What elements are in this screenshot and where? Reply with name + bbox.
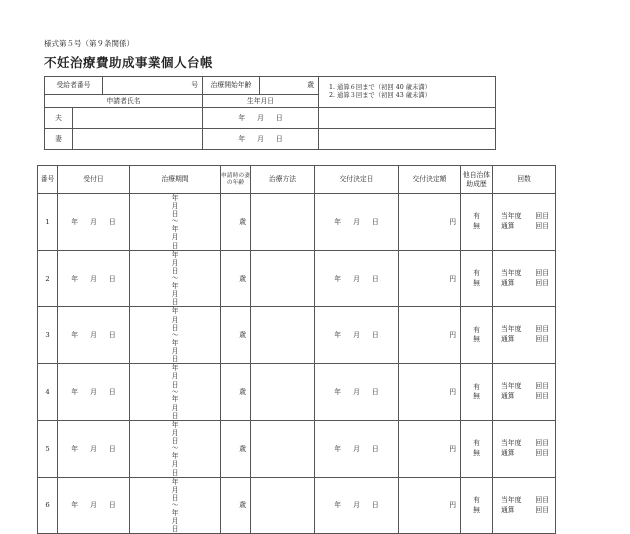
this-year-label: 当年度 [501, 438, 522, 447]
treatment-method-field[interactable] [251, 307, 315, 364]
header-method: 治療方法 [251, 166, 315, 194]
sai-unit: 歳 [239, 501, 246, 510]
header-wife-age: 申請時の妻の年齢 [221, 166, 251, 194]
recipient-no-label: 受給者番号 [45, 77, 103, 95]
total-label: 通算 [501, 392, 515, 401]
wife-label: 妻 [45, 129, 73, 150]
tilde-separator: ～ [171, 217, 179, 226]
no-option[interactable]: 無 [473, 505, 480, 514]
husband-birth-field[interactable] [203, 108, 319, 129]
treatment-method-field[interactable] [251, 477, 315, 534]
year-label: 年 [171, 395, 179, 404]
row-number: 4 [38, 364, 58, 421]
month-label: 月 [171, 485, 179, 494]
wife-name-field[interactable] [73, 129, 203, 150]
year-label: 年 [171, 282, 179, 290]
received-date-field[interactable] [58, 194, 130, 251]
header-count: 回数 [493, 166, 556, 194]
age-label: 治療開始年齢 [203, 77, 260, 95]
day-label: 日 [171, 525, 179, 534]
husband-address-field[interactable] [319, 108, 496, 129]
day-label: 日 [275, 134, 283, 143]
age-field[interactable] [260, 77, 319, 95]
wife-age-field[interactable] [221, 420, 251, 477]
day-label: 日 [275, 113, 283, 122]
this-year-label: 当年度 [501, 325, 522, 334]
count-field[interactable] [493, 307, 556, 364]
tilde-separator: ～ [171, 444, 179, 453]
month-label: 月 [353, 274, 360, 283]
day-label: 日 [171, 323, 179, 332]
wife-birth-field[interactable] [203, 129, 319, 150]
year-label: 年 [171, 477, 179, 486]
kai-unit: 回目 [535, 448, 549, 457]
month-label: 月 [353, 331, 360, 340]
year-label: 年 [71, 331, 79, 340]
amount-field[interactable] [399, 307, 461, 364]
month-label: 月 [171, 460, 179, 469]
year-label: 年 [334, 387, 342, 396]
day-label: 日 [371, 387, 379, 396]
month-label: 月 [257, 134, 264, 143]
yes-option[interactable]: 有 [473, 212, 480, 221]
husband-label: 夫 [45, 108, 73, 129]
day-label: 日 [108, 217, 116, 226]
year-label: 年 [171, 508, 179, 517]
tilde-separator: ～ [171, 387, 179, 396]
day-label: 日 [371, 217, 379, 226]
yen-unit: 円 [449, 217, 456, 226]
day-label: 日 [171, 411, 179, 420]
yes-option[interactable]: 有 [473, 439, 480, 448]
wife-address-field[interactable] [319, 129, 496, 150]
year-label: 年 [71, 387, 79, 396]
sai-unit: 歳 [239, 274, 246, 283]
year-label: 年 [334, 444, 342, 453]
year-label: 年 [334, 501, 342, 510]
decided-date-field[interactable] [315, 194, 399, 251]
decided-date-field[interactable] [315, 477, 399, 534]
month-label: 月 [90, 331, 97, 340]
received-date-field[interactable] [58, 307, 130, 364]
age-conditions [319, 77, 496, 108]
day-label: 日 [171, 437, 179, 446]
month-label: 月 [171, 258, 179, 267]
kai-unit: 回目 [535, 325, 549, 334]
wife-age-field[interactable] [221, 307, 251, 364]
treatment-method-field[interactable] [251, 364, 315, 421]
treatment-period-field[interactable] [130, 194, 221, 251]
year-label: 年 [171, 420, 179, 429]
this-year-label: 当年度 [501, 268, 522, 277]
condition-2: 2. 通算３回まで（初回 43 歳未満） [329, 92, 431, 99]
month-label: 月 [171, 346, 179, 355]
month-label: 月 [90, 501, 97, 510]
treatment-table [37, 165, 556, 534]
header-no: 番号 [38, 166, 58, 194]
kai-unit: 回目 [535, 438, 549, 447]
header-other-grants: 他自治体助成歴 [461, 166, 493, 194]
count-field[interactable] [493, 250, 556, 307]
wife-age-field[interactable] [221, 194, 251, 251]
table-row [38, 420, 556, 477]
no-option[interactable]: 無 [473, 448, 480, 457]
other-grant-choice[interactable] [461, 194, 493, 251]
yes-option[interactable]: 有 [473, 325, 480, 334]
month-label: 月 [171, 290, 179, 299]
day-label: 日 [371, 331, 379, 340]
day-label: 日 [108, 501, 116, 510]
year-label: 年 [71, 444, 79, 453]
day-label: 日 [108, 274, 116, 283]
other-grant-choice[interactable] [461, 477, 493, 534]
day-label: 日 [171, 468, 179, 477]
recipient-no-field[interactable] [103, 77, 203, 95]
table-row [38, 477, 556, 534]
total-label: 通算 [501, 505, 515, 514]
year-label: 年 [171, 307, 179, 316]
this-year-label: 当年度 [501, 212, 522, 221]
kai-unit: 回目 [535, 505, 549, 514]
decided-date-field[interactable] [315, 307, 399, 364]
treatment-period-field[interactable] [130, 477, 221, 534]
tilde-separator: ～ [171, 330, 179, 339]
year-label: 年 [171, 250, 179, 259]
day-label: 日 [171, 380, 179, 389]
yes-option[interactable]: 有 [473, 496, 480, 505]
year-label: 年 [171, 364, 179, 373]
year-label: 年 [334, 331, 342, 340]
other-grant-choice[interactable] [461, 307, 493, 364]
year-label: 年 [334, 274, 342, 283]
year-label: 年 [171, 225, 179, 234]
no-option[interactable]: 無 [473, 221, 480, 230]
table-row [38, 364, 556, 421]
year-label: 年 [334, 217, 342, 226]
amount-field[interactable] [399, 250, 461, 307]
yen-unit: 円 [449, 331, 456, 340]
condition-1: 1. 通算６回まで（初回 40 歳未満） [329, 83, 431, 91]
year-label: 年 [71, 501, 79, 510]
table-row [38, 250, 556, 307]
header-period: 治療期間 [130, 166, 221, 194]
yes-option[interactable]: 有 [473, 382, 480, 391]
table-row [38, 307, 556, 364]
other-grant-choice[interactable] [461, 420, 493, 477]
day-label: 日 [171, 210, 179, 219]
other-grant-choice[interactable] [461, 364, 493, 421]
yen-unit: 円 [449, 387, 456, 396]
day-label: 日 [171, 298, 179, 307]
count-field[interactable] [493, 477, 556, 534]
wife-age-field[interactable] [221, 364, 251, 421]
month-label: 月 [171, 315, 179, 324]
husband-name-field[interactable] [73, 108, 203, 129]
no-option[interactable]: 無 [473, 278, 480, 287]
kai-unit: 回目 [535, 382, 549, 391]
treatment-method-field[interactable] [251, 194, 315, 251]
kai-unit: 回目 [535, 392, 549, 401]
month-label: 月 [171, 403, 179, 412]
yen-unit: 円 [449, 501, 456, 510]
month-label: 月 [171, 202, 179, 211]
received-date-field[interactable] [58, 250, 130, 307]
count-field[interactable] [493, 194, 556, 251]
header-decided-date: 交付決定日 [315, 166, 399, 194]
row-number: 5 [38, 420, 58, 477]
kai-unit: 回目 [535, 221, 549, 230]
day-label: 日 [171, 493, 179, 502]
month-label: 月 [171, 233, 179, 242]
total-label: 通算 [501, 335, 515, 344]
total-label: 通算 [501, 448, 515, 457]
no-option[interactable]: 無 [473, 335, 480, 344]
yen-unit: 円 [449, 444, 456, 453]
day-label: 日 [371, 444, 379, 453]
kai-unit: 回目 [535, 268, 549, 277]
no-option[interactable]: 無 [473, 392, 480, 401]
go-unit: 号 [191, 81, 199, 90]
yen-unit: 円 [449, 274, 456, 283]
decided-date-field[interactable] [315, 364, 399, 421]
wife-age-field[interactable] [221, 250, 251, 307]
kai-unit: 回目 [535, 212, 549, 221]
treatment-period-field[interactable] [130, 250, 221, 307]
treatment-period-field[interactable] [130, 364, 221, 421]
decided-date-field[interactable] [315, 420, 399, 477]
header-received: 受付日 [58, 166, 130, 194]
received-date-field[interactable] [58, 477, 130, 534]
year-label: 年 [171, 452, 179, 461]
year-label: 年 [71, 274, 79, 283]
day-label: 日 [171, 355, 179, 364]
amount-field[interactable] [399, 194, 461, 251]
year-label: 年 [238, 113, 246, 122]
month-label: 月 [257, 113, 264, 122]
row-number: 2 [38, 250, 58, 307]
kai-unit: 回目 [535, 278, 549, 287]
month-label: 月 [171, 517, 179, 526]
day-label: 日 [108, 444, 116, 453]
day-label: 日 [171, 241, 179, 250]
this-year-label: 当年度 [501, 382, 522, 391]
yes-option[interactable]: 有 [473, 269, 480, 278]
applicant-table [44, 76, 496, 150]
row-number: 1 [38, 194, 58, 251]
tilde-separator: ～ [171, 501, 179, 510]
page-title: 不妊治療費助成事業個人台帳 [44, 55, 214, 70]
row-number: 6 [38, 477, 58, 534]
received-date-field[interactable] [58, 420, 130, 477]
birth-date-label: 生年月日 [203, 95, 319, 108]
amount-field[interactable] [399, 420, 461, 477]
amount-field[interactable] [399, 364, 461, 421]
treatment-method-field[interactable] [251, 420, 315, 477]
day-label: 日 [171, 267, 179, 276]
day-label: 日 [371, 274, 379, 283]
table-row [38, 194, 556, 251]
treatment-period-field[interactable] [130, 307, 221, 364]
form-number: 様式第５号（第９条関係） [44, 39, 134, 48]
applicant-name-label: 申請者氏名 [45, 95, 203, 108]
month-label: 月 [171, 429, 179, 438]
month-label: 月 [90, 274, 97, 283]
treatment-period-field[interactable] [130, 420, 221, 477]
day-label: 日 [108, 331, 116, 340]
year-label: 年 [71, 217, 79, 226]
day-label: 日 [371, 501, 379, 510]
month-label: 月 [90, 217, 97, 226]
sai-unit: 歳 [307, 81, 315, 90]
kai-unit: 回目 [535, 495, 549, 504]
sai-unit: 歳 [239, 387, 246, 396]
year-label: 年 [171, 338, 179, 347]
treatment-method-field[interactable] [251, 250, 315, 307]
sai-unit: 歳 [239, 331, 246, 340]
decided-date-field[interactable] [315, 250, 399, 307]
month-label: 月 [353, 217, 360, 226]
wife-age-field[interactable] [221, 477, 251, 534]
total-label: 通算 [501, 278, 515, 287]
month-label: 月 [353, 387, 360, 396]
day-label: 日 [108, 387, 116, 396]
total-label: 通算 [501, 221, 515, 230]
other-grant-choice[interactable] [461, 250, 493, 307]
header-amount: 交付決定額 [399, 166, 461, 194]
amount-field[interactable] [399, 477, 461, 534]
received-date-field[interactable] [58, 364, 130, 421]
year-label: 年 [238, 134, 246, 143]
tilde-separator: ～ [171, 274, 179, 283]
month-label: 月 [90, 387, 97, 396]
this-year-label: 当年度 [501, 495, 522, 504]
month-label: 月 [90, 444, 97, 453]
count-field[interactable] [493, 364, 556, 421]
kai-unit: 回目 [535, 335, 549, 344]
month-label: 月 [353, 501, 360, 510]
year-label: 年 [171, 194, 179, 202]
month-label: 月 [171, 372, 179, 381]
sai-unit: 歳 [239, 444, 246, 453]
count-field[interactable] [493, 420, 556, 477]
month-label: 月 [353, 444, 360, 453]
row-number: 3 [38, 307, 58, 364]
sai-unit: 歳 [239, 217, 246, 226]
